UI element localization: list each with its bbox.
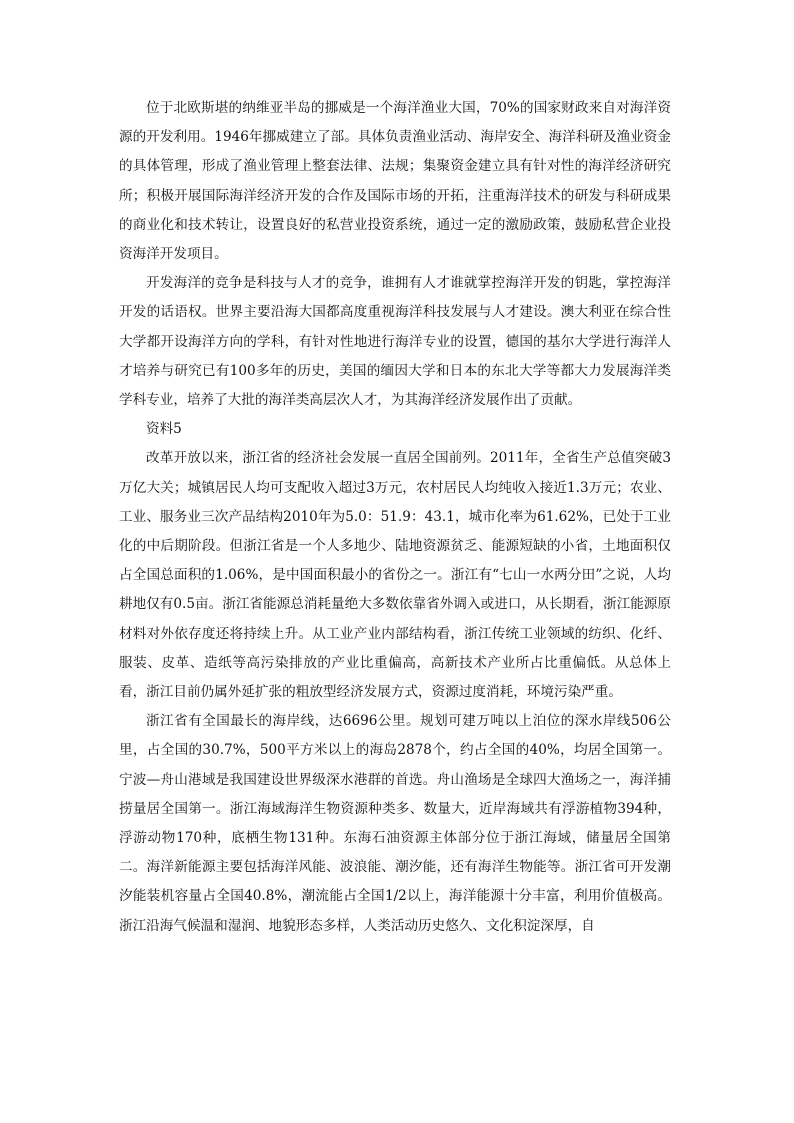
section-label-material-5: 资料5 <box>146 421 182 438</box>
paragraph-norway: 位于北欧斯堪的纳维亚半岛的挪威是一个海洋渔业大国，70%的国家财政来自对海洋资源的开发利用。1946年挪威建立了部。具体负责渔业活动、海岸安全、海洋科研及渔业资金的具体管理，形成了渔业管理上整套法律、法规；集聚资金建立具有针对性的海洋经济研究所；积极开展国际海洋经济开发的合作及国际市场的开拓，注重海洋技术的研发与科研成果的商业化和技术转让，设置良好的私营业投资系统，通过一定的激励政策，鼓励私营企业投资海洋开发项目。 <box>119 100 671 263</box>
paragraph-zhejiang-coast: 浙江省有全国最长的海岸线，达6696公里。规划可建万吨以上泊位的深水岸线506公里，占全国的30.7%，500平方米以上的海岛2878个，约占全国的40%，均居全国第一。宁波—舟山港域是我国建设世界级深水港群的首选。舟山渔场是全球四大渔场之一，海洋捕捞量居全国第一。浙江海域海洋生物资源种类多、数量大，近岸海域共有浮游植物394种，浮游动物170种，底栖生物131种。东海石油资源主体部分位于浙江海域，储量居全国第二。海洋新能源主要包括海洋风能、波浪能、潮汐能，还有海洋生物能等。浙江省可开发潮汐能装机容量占全国40.8%，潮流能占全国1/2以上，海洋能源十分丰富，利用价值极高。浙江沿海气候温和湿润、地貌形态多样，人类活动历史悠久、文化积淀深厚，自 <box>119 713 671 934</box>
paragraph-tech-talent: 开发海洋的竞争是科技与人才的竞争，谁拥有人才谁就掌控海洋开发的钥匙，掌控海洋开发的话语权。世界主要沿海大国都高度重视海洋科技发展与人才建设。澳大利亚在综合性大学都开设海洋方向的学科，有针对性地进行海洋专业的设置，德国的基尔大学进行海洋人才培养与研究已有100多年的历史，美国的缅因大学和日本的东北大学等都大力发展海洋类学科专业，培养了大批的海洋类高层次人才，为其海洋经济发展作出了贡献。 <box>119 275 671 409</box>
paragraph-zhejiang-economy: 改革开放以来，浙江省的经济社会发展一直居全国前列。2011年，全省生产总值突破3万亿大关；城镇居民人均可支配收入超过3万元，农村居民人均纯收入接近1.3万元；农业、工业、服务业三次产品结构2010年为5.0：51.9：43.1，城市化率为61.62%，已处于工业化的中后期阶段。但浙江省是一个人多地少、陆地资源贫乏、能源短缺的小省，土地面积仅占全国总面积的1.06%，是中国面积最小的省份之一。浙江有“七山一水两分田”之说，人均耕地仅有0.5亩。浙江省能源总消耗量绝大多数依靠省外调入或进口，从长期看，浙江能源原材料对外依存度还将持续上升。从工业产业内部结构看，浙江传统工业领域的纺织、化纤、服装、皮革、造纸等高污染排放的产业比重偏高，高新技术产业所占比重偏低。从总体上看，浙江目前仍属外延扩张的粗放型经济发展方式，资源过度消耗，环境污染严重。 <box>119 450 671 701</box>
document-page <box>119 94 671 941</box>
